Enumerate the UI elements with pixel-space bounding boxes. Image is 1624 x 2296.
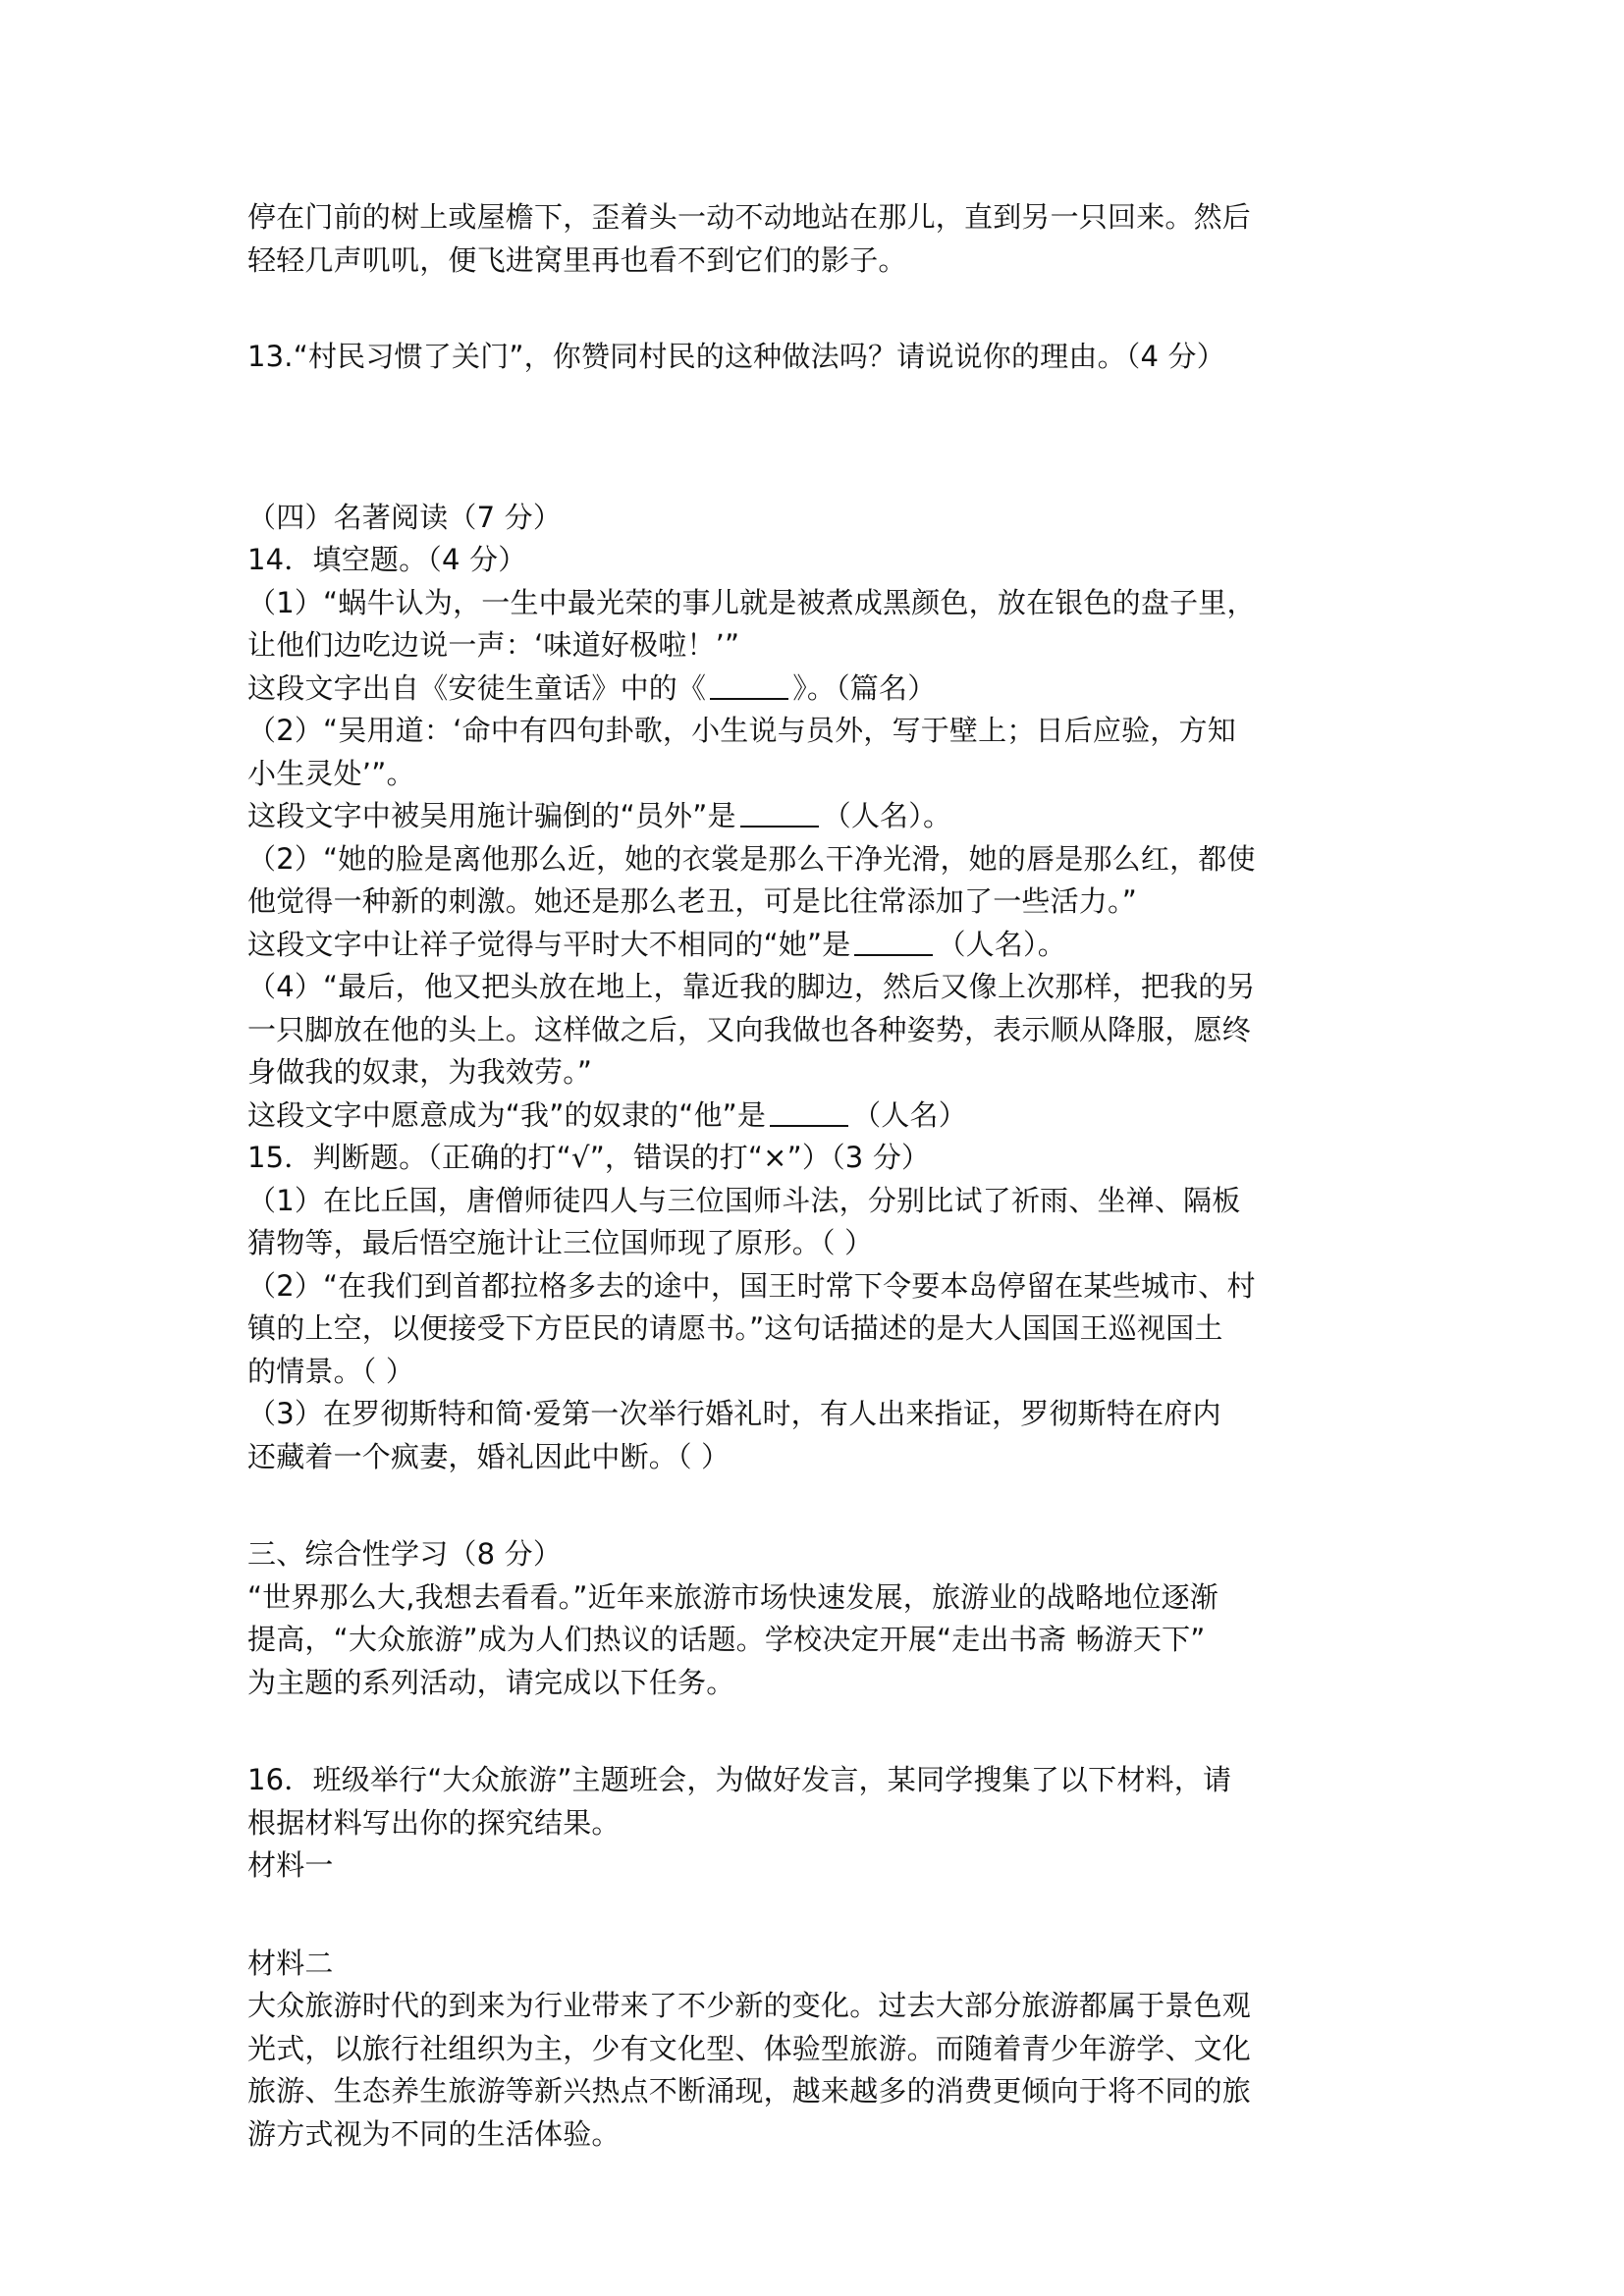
answer-suffix: （人名）	[852, 1097, 967, 1132]
question-16: 16．班级举行“大众旅游”主题班会，为做好发言，某同学搜集了以下材料，请	[247, 1763, 1232, 1796]
question-13: 13.“村民习惯了关门”，你赞同村民的这种做法吗？请说说你的理由。（4 分）	[247, 340, 1225, 373]
answer-prompt: 这段文字中让祥子觉得与平时大不相同的“她”是	[247, 927, 851, 961]
question-15-item-2: （2）“在我们到首都拉格多去的途中，国王时常下令要本岛停留在某些城市、村	[247, 1268, 1256, 1303]
passage-line: 轻轻几声叽叽，便飞进窝里再也看不到它们的影子。	[247, 242, 907, 277]
question-15-item-3: （3）在罗彻斯特和简·爱第一次举行婚礼时，有人出来指证，罗彻斯特在府内	[247, 1397, 1221, 1430]
section-heading-integrated-learning: 三、综合性学习（8 分）	[247, 1537, 563, 1571]
question-14-heading: 14．填空题。（4 分）	[247, 543, 527, 576]
material-2-text: 大众旅游时代的到来为行业带来了不少新的变化。过去大部分旅游都属于景色观	[247, 1989, 1252, 2022]
answer-prompt: 这段文字出自《安徒生童话》中的《	[247, 670, 707, 705]
question-15-item-2: 镇的上空，以便接受下方臣民的请愿书。”这句话描述的是大人国国王巡视国土	[247, 1311, 1223, 1345]
question-15-heading: 15．判断题。（正确的打“√”，错误的打“×”）（3 分）	[247, 1141, 931, 1174]
question-14-item-1: （1）“蜗牛认为，一生中最光荣的事儿就是被煮成黑颜色，放在银色的盘子里，	[247, 585, 1256, 619]
question-15-item-1: （1）在比丘国，唐僧师徒四人与三位国师斗法，分别比试了祈雨、坐禅、隔板	[247, 1183, 1241, 1217]
question-15-item-2: 的情景。（ ）	[247, 1354, 415, 1388]
question-16: 根据材料写出你的探究结果。	[247, 1805, 621, 1840]
intro-paragraph: 为主题的系列活动，请完成以下任务。	[247, 1665, 735, 1699]
question-14-item-3: （2）“她的脸是离他那么近，她的衣裳是那么干净光滑，她的唇是那么红，都使	[247, 841, 1256, 876]
material-2-text: 光式，以旅行社组织为主，少有文化型、体验型旅游。而随着青少年游学、文化	[247, 2031, 1252, 2065]
question-14-item-4: 一只脚放在他的头上。这样做之后，又向我做也各种姿势，表示顺从降服，愿终	[247, 1012, 1252, 1046]
passage-line: 停在门前的树上或屋檐下，歪着头一动不动地站在那儿，直到另一只回来。然后	[247, 200, 1252, 234]
material-2-label: 材料二	[247, 1946, 334, 1980]
answer-suffix: 》。（篇名）	[792, 670, 937, 705]
question-15-item-3: 还藏着一个疯妻，婚礼因此中断。（ ）	[247, 1439, 731, 1473]
question-14-item-2: 小生灵处’”。	[247, 756, 415, 790]
answer-blank[interactable]	[710, 672, 788, 700]
answer-prompt: 这段文字中愿意成为“我”的奴隶的“他”是	[247, 1097, 767, 1132]
material-2-text: 游方式视为不同的生活体验。	[247, 2116, 621, 2151]
answer-prompt: 这段文字中被吴用施计骗倒的“员外”是	[247, 799, 736, 832]
question-14-item-2-answer	[247, 795, 1386, 838]
question-14-item-4: 身做我的奴隶，为我效劳。”	[247, 1055, 593, 1089]
question-14-item-3: 他觉得一种新的刺激。她还是那么老丑，可是比往常添加了一些活力。”	[247, 884, 1137, 918]
section-heading-classics: （四）名著阅读（7 分）	[247, 500, 563, 534]
material-2-text: 旅游、生态养生旅游等新兴热点不断涌现，越来越多的消费更倾向于将不同的旅	[247, 2074, 1252, 2108]
answer-blank[interactable]	[854, 929, 933, 956]
question-14-item-1-answer	[247, 667, 1386, 711]
question-14-item-2: （2）“吴用道：‘命中有四句卦歌，小生说与员外，写于壁上；日后应验，方知	[247, 714, 1236, 747]
answer-blank[interactable]	[770, 1099, 848, 1127]
intro-paragraph: “世界那么大,我想去看看。”近年来旅游市场快速发展，旅游业的战略地位逐渐	[247, 1579, 1218, 1614]
answer-suffix: （人名）。	[937, 927, 1066, 961]
page-content	[247, 196, 1386, 2156]
intro-paragraph: 提高，“大众旅游”成为人们热议的话题。学校决定开展“走出书斋 畅游天下”	[247, 1623, 1206, 1656]
question-15-item-1: 猜物等，最后悟空施计让三位国师现了原形。（ ）	[247, 1226, 874, 1259]
question-14-item-4: （4）“最后，他又把头放在地上，靠近我的脚边，然后又像上次那样，把我的另	[247, 970, 1256, 1003]
answer-suffix: （人名）。	[822, 799, 952, 832]
question-14-item-1: 让他们边吃边说一声：‘味道好极啦！’”	[247, 628, 740, 662]
material-1-label: 材料一	[247, 1848, 334, 1882]
question-14-item-4-answer	[247, 1095, 1386, 1138]
answer-blank[interactable]	[740, 800, 819, 828]
question-14-item-3-answer	[247, 924, 1386, 967]
